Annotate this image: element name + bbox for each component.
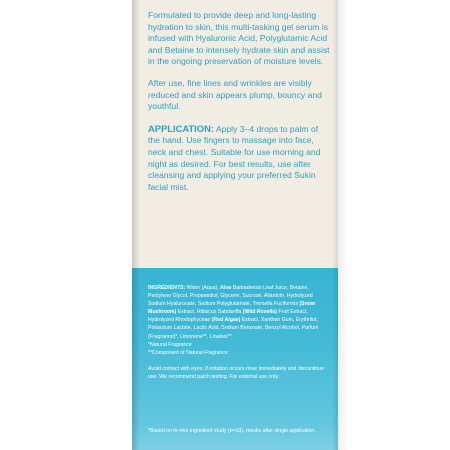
ingredients-text-4: Fruit Extract, Hydrolyzed Rhodophyceae (148, 309, 308, 324)
study-note: *Based on in-vivo ingredient study (n=10), results after single application. (148, 428, 316, 435)
application-paragraph (148, 123, 330, 194)
ingredients-text-5: Extract, Xanthan Gum, Erythritol, Potassium Lactate, Lactic Acid, Sodium Benzoate, Benzyl Alcohol, Parfum (Fragrance)*, Limonene**, Linalool** (148, 317, 319, 340)
ingredients-bold-1: Aloe (220, 285, 232, 291)
ingredients-text-2: Barbadensis Leaf Juice, Betaine, Pentylene Glycol, Propanediol, Glycerin, Sucrose, Allantoin, Hydrolyzed Sodium Hyaluronate, Sodium Polyglutamate, Tremella Fuciformis (148, 285, 313, 308)
ingredients-text-1: Water (Aqua), (185, 285, 221, 291)
product-description (148, 10, 330, 203)
ingredients-label: INGREDIENTS: (148, 285, 186, 291)
ingredients-bold-2: (Snow Mushroom) (148, 301, 315, 316)
box-edge-fold-left (132, 0, 140, 450)
application-label: APPLICATION: (148, 122, 214, 134)
ingredients-list (148, 284, 328, 341)
box-cast-shadow (338, 0, 348, 450)
ingredients-bold-3: (Wild Rosella) (242, 309, 278, 316)
ingredients-text-3: Extract, Hibiscus Sabdariffa (176, 309, 243, 316)
ingredients-block (148, 284, 328, 435)
description-paragraph-2: After use, fine lines and wrinkles are visibly reduced and skin appears plump, bouncy and youthful. (148, 77, 322, 112)
caution-text: Avoid contact with eyes. If irritation occurs rinse immediately and discontinue use. We recommend patch testing. For external use only. (148, 365, 325, 380)
ingredients-bold-4: (Red Algae) (211, 317, 241, 324)
box-edge-fold-right (332, 0, 338, 450)
product-box-side-panel (132, 0, 338, 450)
footnote-natural-fragrance: *Natural Fragrance (148, 341, 192, 348)
application-text: Apply 3–4 drops to palm of the hand. Use fingers to massage into face, neck and chest. Suitable for use morning and night as desired. For best results, use after cleansing and applying your preferred Sukin facial mist. (148, 123, 321, 192)
description-paragraph-1: Formulated to provide deep and long-lasting hydration to skin, this multi-tasking gel serum is infused with Hyaluronic Acid, Polyglutamic Acid and Betaine to intensely hydrate skin and assist in the ongoing preservation of moisture levels. (148, 10, 330, 67)
footnote-component-fragrance: **Component of Natural Fragrance (148, 349, 228, 356)
